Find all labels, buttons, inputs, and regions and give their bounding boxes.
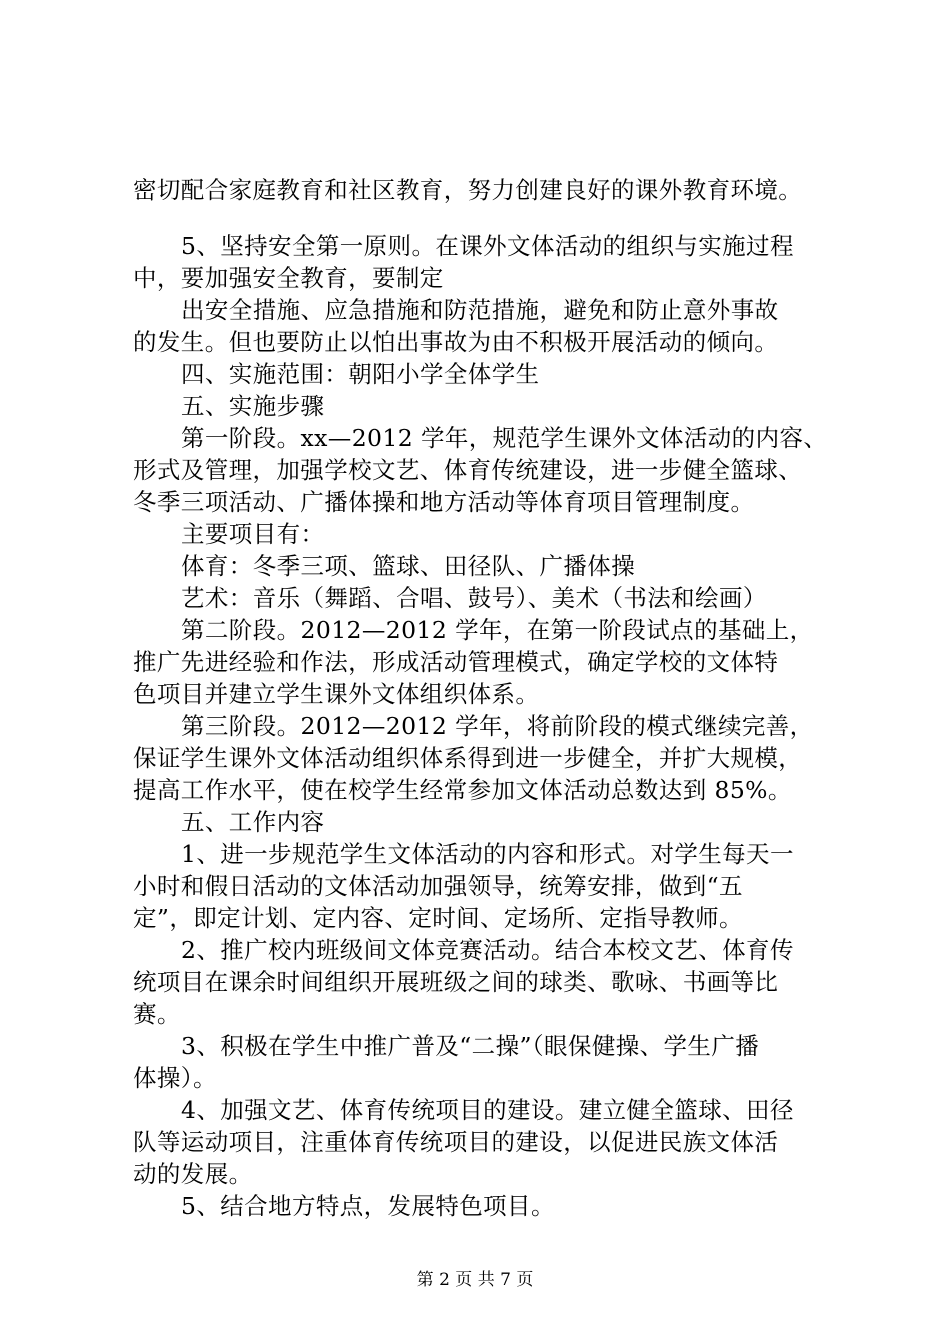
paragraph-line: 定”，即定计划、定内容、定时间、定场所、定指导教师。 bbox=[133, 904, 743, 932]
paragraph-line: 冬季三项活动、广播体操和地方活动等体育项目管理制度。 bbox=[133, 488, 755, 516]
paragraph-line: 艺术：音乐（舞蹈、合唱、鼓号）、美术（书法和绘画） bbox=[181, 584, 767, 612]
paragraph-line: 推广先进经验和作法，形成活动管理模式，确定学校的文体特 bbox=[133, 648, 779, 676]
paragraph-line: 赛。 bbox=[133, 1000, 181, 1028]
paragraph-line: 中，要加强安全教育，要制定 bbox=[133, 264, 444, 292]
paragraph-line: 队等运动项目，注重体育传统项目的建设，以促进民族文体活 bbox=[133, 1128, 779, 1156]
paragraph-line: 小时和假日活动的文体活动加强领导，统筹安排，做到“五 bbox=[133, 872, 743, 900]
document-body bbox=[133, 174, 845, 1222]
paragraph-line: 统项目在课余时间组织开展班级之间的球类、歌咏、书画等比 bbox=[133, 968, 779, 996]
section-heading: 四、实施范围：朝阳小学全体学生 bbox=[181, 360, 540, 388]
paragraph-line: 第二阶段。2012—2012 学年，在第一阶段试点的基础上， bbox=[181, 616, 814, 644]
page-footer bbox=[0, 1270, 950, 1290]
paragraph-line: 1、进一步规范学生文体活动的内容和形式。对学生每天一 bbox=[181, 840, 794, 868]
paragraph-line: 3、积极在学生中推广普及“二操”（眼保健操、学生广播 bbox=[181, 1032, 760, 1060]
paragraph-line: 形式及管理，加强学校文艺、体育传统建设，进一步健全篮球、 bbox=[133, 456, 803, 484]
paragraph-line: 第一阶段。xx—2012 学年，规范学生课外文体活动的内容、 bbox=[181, 424, 828, 452]
paragraph-line: 色项目并建立学生课外文体组织体系。 bbox=[133, 680, 540, 708]
section-heading: 五、实施步骤 bbox=[181, 392, 325, 420]
paragraph-line: 4、加强文艺、体育传统项目的建设。建立健全篮球、田径 bbox=[181, 1096, 794, 1124]
paragraph-line: 5、结合地方特点，发展特色项目。 bbox=[181, 1192, 555, 1220]
paragraph-line: 保证学生课外文体活动组织体系得到进一步健全，并扩大规模， bbox=[133, 744, 803, 772]
paragraph-line: 体操）。 bbox=[133, 1064, 217, 1092]
paragraph-line: 密切配合家庭教育和社区教育，努力创建良好的课外教育环境。 bbox=[133, 176, 803, 204]
paragraph-line: 体育：冬季三项、篮球、田径队、广播体操 bbox=[181, 552, 636, 580]
paragraph-line: 主要项目有： bbox=[181, 520, 325, 548]
paragraph-gap bbox=[133, 206, 845, 230]
paragraph-line: 第三阶段。2012—2012 学年，将前阶段的模式继续完善， bbox=[181, 712, 814, 740]
paragraph-line: 提高工作水平，使在校学生经常参加文体活动总数达到 85%。 bbox=[133, 776, 792, 804]
page-number-label: 第 2 页 共 7 页 bbox=[416, 1270, 534, 1290]
section-heading: 五、工作内容 bbox=[181, 808, 325, 836]
paragraph-line: 2、推广校内班级间文体竞赛活动。结合本校文艺、体育传 bbox=[181, 936, 794, 964]
paragraph-line: 出安全措施、应急措施和防范措施，避免和防止意外事故 bbox=[181, 296, 779, 324]
paragraph-line: 动的发展。 bbox=[133, 1160, 253, 1188]
paragraph-line: 5、坚持安全第一原则。在课外文体活动的组织与实施过程 bbox=[181, 232, 794, 260]
paragraph-line: 的发生。但也要防止以怕出事故为由不积极开展活动的倾向。 bbox=[133, 328, 779, 356]
